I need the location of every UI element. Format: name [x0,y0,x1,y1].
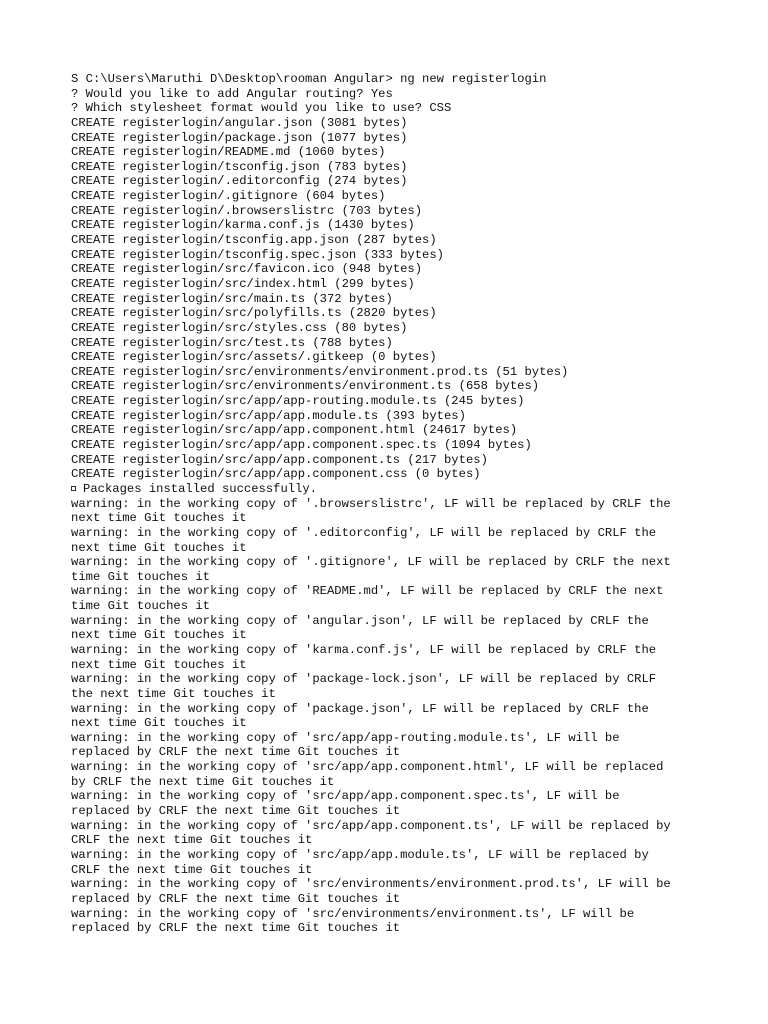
terminal-line: CREATE registerlogin/README.md (1060 bytes) [71,145,386,160]
checkbox-icon [71,486,76,491]
terminal-line: ? Would you like to add Angular routing? Yes [71,86,393,101]
terminal-line: replaced by CRLF the next time Git touches it [71,921,401,936]
terminal-line: CREATE registerlogin/src/app/app.component.html (24617 bytes) [71,423,518,438]
terminal-line: warning: in the working copy of 'package.json', LF will be replaced by CRLF the [71,701,649,716]
terminal-line: warning: in the working copy of 'src/app/app.component.spec.ts', LF will be [71,789,620,804]
terminal-line: CREATE registerlogin/src/favicon.ico (948 bytes) [71,262,423,277]
terminal-line: CREATE registerlogin/src/polyfills.ts (2820 bytes) [71,306,437,321]
terminal-line: CREATE registerlogin/src/index.html (299 bytes) [71,276,415,291]
terminal-line: CRLF the next time Git touches it [71,862,313,877]
terminal-line: next time Git touches it [71,511,247,526]
terminal-line: time Git touches it [71,569,210,584]
terminal-line: CREATE registerlogin/src/app/app.component.ts (217 bytes) [71,452,488,467]
terminal-line: CREATE registerlogin/src/assets/.gitkeep (0 bytes) [71,350,437,365]
terminal-line: the next time Git touches it [71,686,276,701]
terminal-line: replaced by CRLF the next time Git touches it [71,891,401,906]
terminal-line: warning: in the working copy of 'angular.json', LF will be replaced by CRLF the [71,613,649,628]
terminal-output [71,72,701,936]
terminal-line: CREATE registerlogin/.gitignore (604 bytes) [71,189,386,204]
terminal-line: warning: in the working copy of 'karma.conf.js', LF will be replaced by CRLF the [71,642,657,657]
terminal-line: CREATE registerlogin/tsconfig.spec.json (333 bytes) [71,247,444,262]
terminal-line: CREATE registerlogin/.editorconfig (274 bytes) [71,174,408,189]
terminal-line: CREATE registerlogin/tsconfig.app.json (287 bytes) [71,233,437,248]
terminal-line: by CRLF the next time Git touches it [71,774,335,789]
terminal-line: warning: in the working copy of 'package-lock.json', LF will be replaced by CRLF [71,672,657,687]
terminal-line: warning: in the working copy of '.gitignore', LF will be replaced by CRLF the next [71,555,671,570]
terminal-line: warning: in the working copy of 'src/environments/environment.prod.ts', LF will be [71,877,671,892]
terminal-line: CRLF the next time Git touches it [71,833,313,848]
terminal-line: CREATE registerlogin/src/app/app.module.ts (393 bytes) [71,408,466,423]
terminal-line: S C:\Users\Maruthi D\Desktop\rooman Angular> ng new registerlogin [71,72,547,86]
terminal-line: CREATE registerlogin/src/environments/environment.ts (658 bytes) [71,379,540,394]
terminal-line: CREATE registerlogin/src/app/app.component.spec.ts (1094 bytes) [71,438,532,453]
terminal-line: CREATE registerlogin/src/app/app.component.css (0 bytes) [71,467,481,482]
terminal-line: replaced by CRLF the next time Git touches it [71,745,401,760]
terminal-line: warning: in the working copy of 'README.md', LF will be replaced by CRLF the next [71,584,664,599]
terminal-line: replaced by CRLF the next time Git touches it [71,804,401,819]
terminal-line: CREATE registerlogin/karma.conf.js (1430 bytes) [71,218,415,233]
terminal-line: warning: in the working copy of 'src/app/app.component.ts', LF will be replaced by [71,818,671,833]
terminal-line: CREATE registerlogin/angular.json (3081 bytes) [71,115,408,130]
terminal-line: next time Git touches it [71,628,247,643]
terminal-line: CREATE registerlogin/src/environments/environment.prod.ts (51 bytes) [71,364,569,379]
success-text: Packages installed successfully. [83,481,318,496]
terminal-line: warning: in the working copy of 'src/environments/environment.ts', LF will be [71,906,635,921]
terminal-line: CREATE registerlogin/.browserslistrc (703 bytes) [71,203,423,218]
terminal-line: CREATE registerlogin/tsconfig.json (783 bytes) [71,159,408,174]
terminal-line: warning: in the working copy of '.browserslistrc', LF will be replaced by CRLF the [71,496,671,511]
terminal-line: next time Git touches it [71,657,247,672]
terminal-line: ? Which stylesheet format would you like to use? CSS [71,101,452,116]
terminal-line: CREATE registerlogin/src/app/app-routing.module.ts (245 bytes) [71,394,525,409]
terminal-line: warning: in the working copy of 'src/app/app-routing.module.ts', LF will be [71,730,620,745]
terminal-line: CREATE registerlogin/src/test.ts (788 bytes) [71,335,393,350]
terminal-line: warning: in the working copy of '.editorconfig', LF will be replaced by CRLF the [71,525,657,540]
success-line [71,482,701,497]
terminal-line: warning: in the working copy of 'src/app/app.module.ts', LF will be replaced by [71,847,649,862]
terminal-line: next time Git touches it [71,540,247,555]
terminal-line: CREATE registerlogin/package.json (1077 bytes) [71,130,408,145]
terminal-line: next time Git touches it [71,716,247,731]
terminal-line: time Git touches it [71,599,210,614]
terminal-line: CREATE registerlogin/src/main.ts (372 bytes) [71,291,393,306]
terminal-line: CREATE registerlogin/src/styles.css (80 bytes) [71,320,408,335]
terminal-line: warning: in the working copy of 'src/app/app.component.html', LF will be replaced [71,760,664,775]
